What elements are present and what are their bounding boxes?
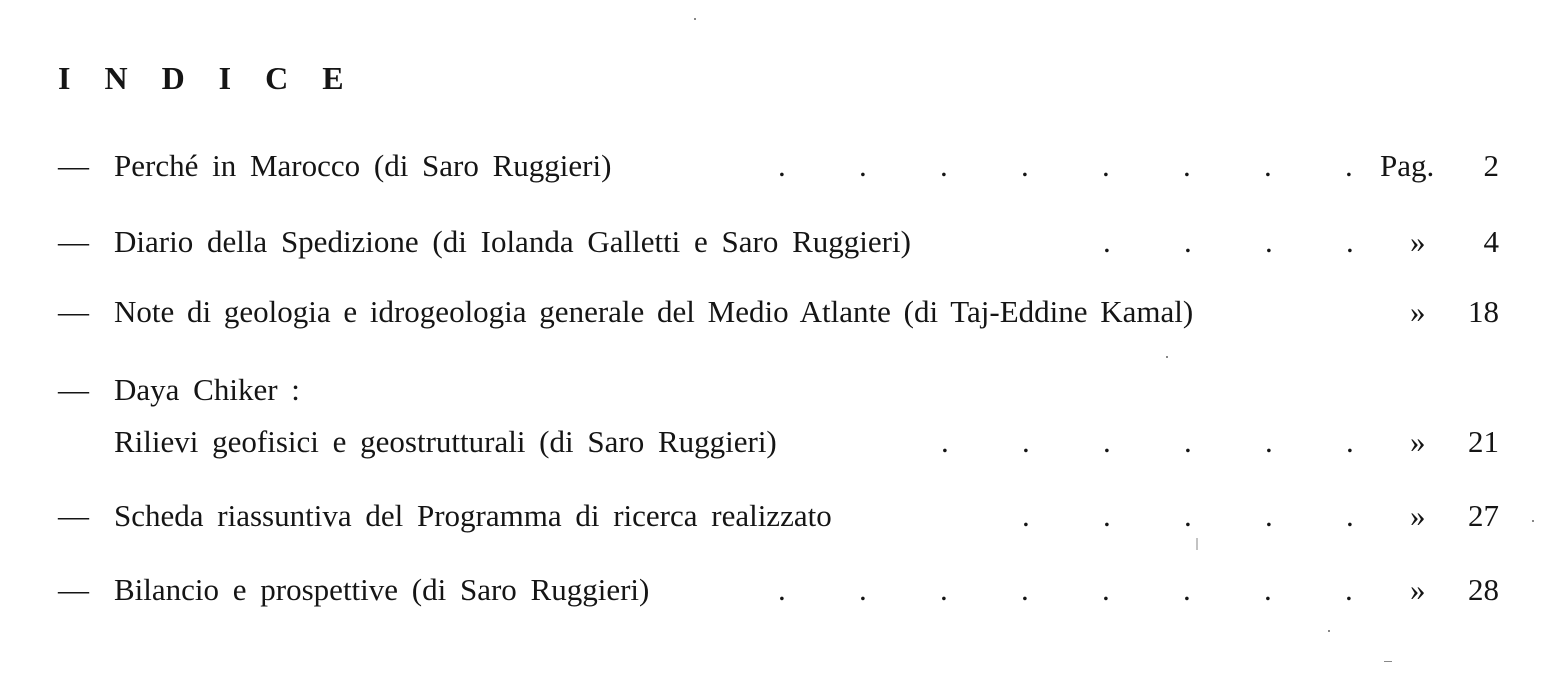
entry-title: Daya Chiker : [114, 372, 300, 407]
scan-speck [1384, 661, 1392, 662]
leader-dot: . [1346, 224, 1354, 259]
toc-entry [0, 570, 1542, 610]
page-prefix: Pag. [1380, 148, 1435, 183]
toc-entry [0, 222, 1542, 262]
toc-entry-continuation [0, 422, 1542, 462]
leader-dot: . [1021, 148, 1029, 183]
leader-dot: . [940, 572, 948, 607]
leader-dot: . [1346, 498, 1354, 533]
entry-title: Note di geologia e idrogeologia generale del Medio Atlante (di Taj-Eddine Kamal) [114, 294, 1194, 329]
leader-dot: . [778, 572, 786, 607]
leader-dot: . [1184, 498, 1192, 533]
entry-dash: — [58, 294, 89, 329]
leader-dot: . [1264, 572, 1272, 607]
scan-speck [1532, 520, 1534, 522]
scan-speck [1196, 538, 1198, 550]
leader-dot: . [1264, 148, 1272, 183]
page-number: 4 [1483, 224, 1499, 259]
entry-title: Scheda riassuntiva del Programma di ricerca realizzato [114, 498, 832, 533]
page-prefix: » [1410, 424, 1426, 459]
page-number: 18 [1468, 294, 1499, 329]
leader-dot: . [1183, 148, 1191, 183]
leader-dot: . [1102, 572, 1110, 607]
scan-speck [1166, 356, 1168, 358]
entry-title: Bilancio e prospettive (di Saro Ruggieri) [114, 572, 650, 607]
leader-dot: . [1265, 224, 1273, 259]
page-prefix: » [1410, 294, 1426, 329]
leader-dot: . [1346, 424, 1354, 459]
leader-dot: . [940, 148, 948, 183]
leader-dot: . [1103, 498, 1111, 533]
leader-dot: . [1022, 498, 1030, 533]
leader-dot: . [1265, 424, 1273, 459]
leader-dot: . [1184, 424, 1192, 459]
entry-dash: — [58, 224, 89, 259]
leader-dot: . [1345, 148, 1353, 183]
toc-entry [0, 292, 1542, 332]
page-number: 2 [1483, 148, 1499, 183]
scan-speck [694, 18, 696, 20]
toc-entry [0, 146, 1542, 186]
leader-dot: . [1184, 224, 1192, 259]
entry-dash: — [58, 572, 89, 607]
page-number: 27 [1468, 498, 1499, 533]
leader-dot: . [1345, 572, 1353, 607]
leader-dot: . [1103, 224, 1111, 259]
leader-dot: . [1021, 572, 1029, 607]
page-number: 21 [1468, 424, 1499, 459]
page-number: 28 [1468, 572, 1499, 607]
page-prefix: » [1410, 498, 1426, 533]
leader-dot: . [1022, 424, 1030, 459]
leader-dot: . [941, 424, 949, 459]
leader-dot: . [1183, 572, 1191, 607]
leader-dot: . [859, 148, 867, 183]
entry-title: Perché in Marocco (di Saro Ruggieri) [114, 148, 612, 183]
entry-dash: — [58, 372, 89, 407]
entry-title: Diario della Spedizione (di Iolanda Galletti e Saro Ruggieri) [114, 224, 911, 259]
scan-speck [1328, 630, 1330, 632]
leader-dot: . [1265, 498, 1273, 533]
entry-dash: — [58, 498, 89, 533]
entry-dash: — [58, 148, 89, 183]
leader-dot: . [859, 572, 867, 607]
leader-dot: . [778, 148, 786, 183]
leader-dot: . [1102, 148, 1110, 183]
index-title: I N D I C E [58, 60, 357, 96]
page-prefix: » [1410, 224, 1426, 259]
toc-entry [0, 370, 1542, 410]
leader-dot: . [1103, 424, 1111, 459]
page-prefix: » [1410, 572, 1426, 607]
entry-subtitle: Rilievi geofisici e geostrutturali (di Saro Ruggieri) [114, 424, 777, 459]
toc-entry [0, 496, 1542, 536]
